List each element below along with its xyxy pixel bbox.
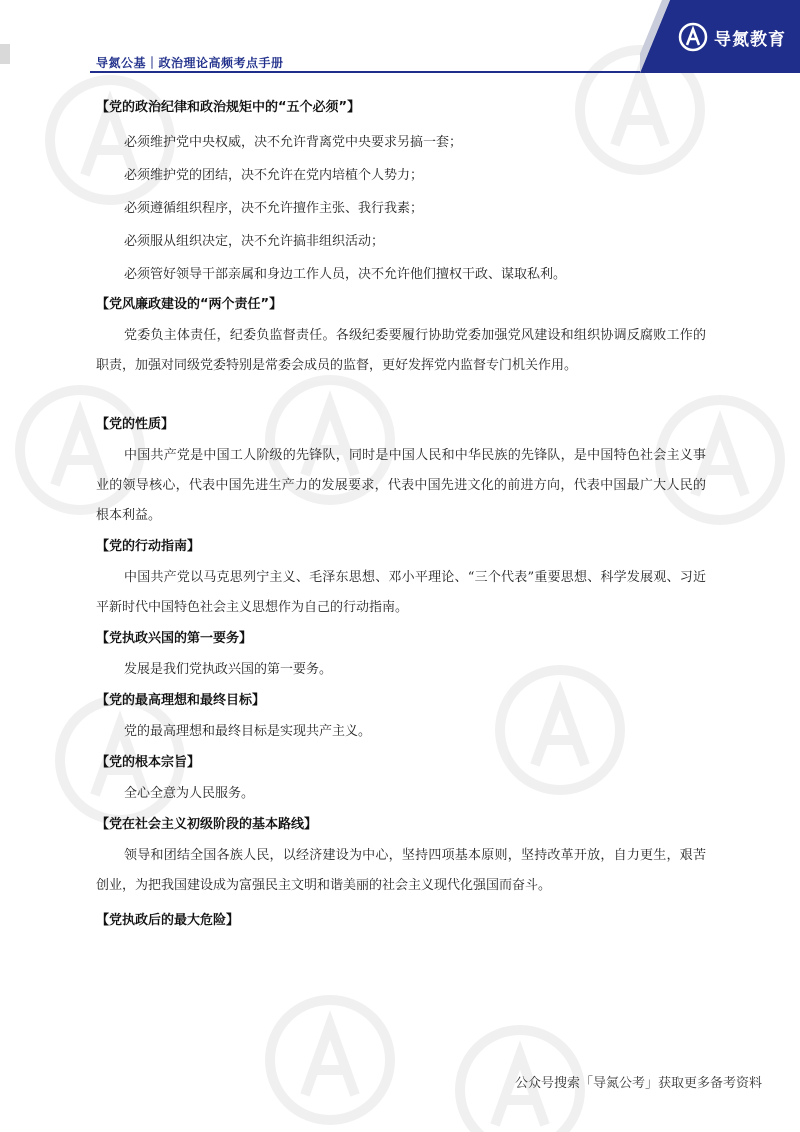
section-heading: 【党的性质】	[96, 417, 175, 432]
page-content	[96, 98, 706, 931]
document-title: 导氮公基｜政治理论高频考点手册	[96, 56, 284, 70]
section-paragraph: 全心全意为人民服务。	[124, 786, 255, 801]
brand	[678, 22, 786, 52]
brand-name: 导氮教育	[714, 29, 786, 50]
rule-line: 必须服从组织决定，决不允许搞非组织活动；	[124, 234, 385, 249]
section-paragraph: 党委负主体责任，纪委负监督责任。各级纪委要履行协助党委加强党风建设和组织协调反腐败工作的职责，加强对同级党委特别是常委会成员的监督，更好发挥党内监督专门机关作用。	[96, 328, 706, 373]
watermark-logo-icon	[270, 1000, 390, 1120]
rule-line: 必须维护党的团结，决不允许在党内培植个人势力；	[124, 168, 424, 183]
page-footer: 公众号搜索「导氮公考」获取更多备考资料	[514, 1076, 762, 1091]
section-heading: 【党执政后的最大危险】	[96, 913, 240, 928]
section-heading: 【党的政治纪律和政治规矩中的“五个必须”】	[96, 100, 361, 115]
section-paragraph: 发展是我们党执政兴国的第一要务。	[124, 662, 333, 677]
page-edge-tab	[0, 44, 10, 64]
header-divider	[90, 71, 690, 73]
section-heading: 【党的行动指南】	[96, 539, 201, 554]
section-heading: 【党风廉政建设的“两个责任”】	[96, 297, 283, 312]
section-paragraph: 中国共产党是中国工人阶级的先锋队，同时是中国人民和中华民族的先锋队，是中国特色社会主义事业的领导核心，代表中国先进生产力的发展要求，代表中国先进文化的前进方向，代表中国最广大人民的根本利益。	[96, 448, 706, 523]
section-heading: 【党的根本宗旨】	[96, 755, 201, 770]
section-heading: 【党执政兴国的第一要务】	[96, 631, 253, 646]
rule-line: 必须遵循组织程序，决不允许擅作主张、我行我素；	[124, 201, 424, 216]
section-paragraph: 中国共产党以马克思列宁主义、毛泽东思想、邓小平理论、“三个代表”重要思想、科学发展观、习近平新时代中国特色社会主义思想作为自己的行动指南。	[96, 570, 706, 615]
section-heading: 【党在社会主义初级阶段的基本路线】	[96, 817, 318, 832]
brand-logo-icon	[678, 22, 708, 52]
page-header	[0, 0, 800, 78]
rule-line: 必须维护党中央权威，决不允许背离党中央要求另搞一套；	[124, 135, 463, 150]
section-paragraph: 领导和团结全国各族人民，以经济建设为中心，坚持四项基本原则，坚持改革开放，自力更生，艰苦创业，为把我国建设成为富强民主文明和谐美丽的社会主义现代化强国而奋斗。	[96, 848, 706, 893]
section-heading: 【党的最高理想和最终目标】	[96, 693, 266, 708]
rule-line: 必须管好领导干部亲属和身边工作人员，决不允许他们擅权干政、谋取私利。	[124, 267, 567, 282]
section-paragraph: 党的最高理想和最终目标是实现共产主义。	[124, 724, 372, 739]
